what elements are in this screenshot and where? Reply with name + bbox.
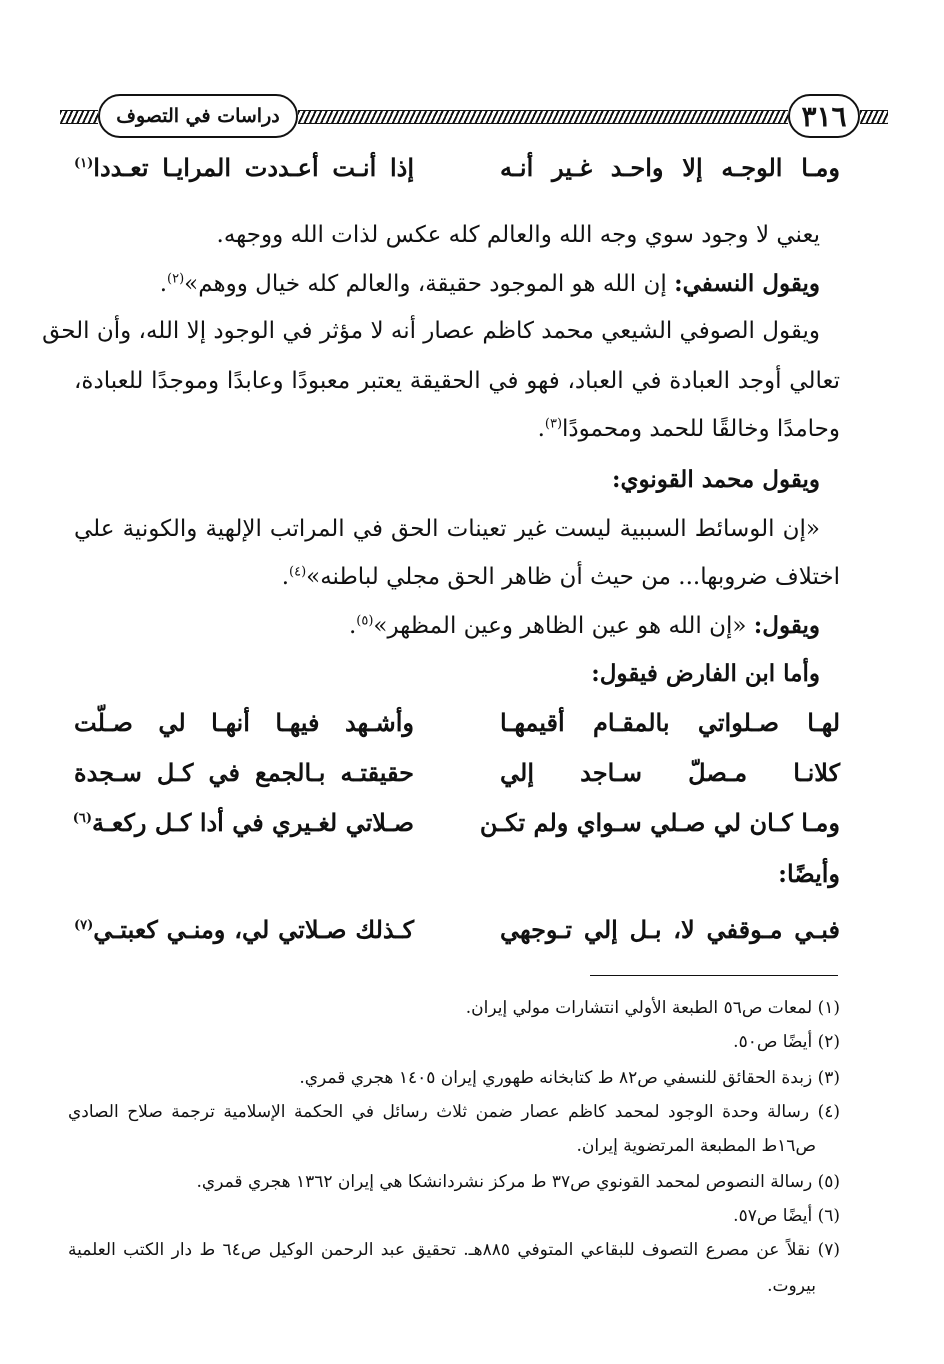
footnote: (٧) نقلاً عن مصرع التصوف للبقاعي المتوفي ٨٨٥هـ. تحقيق عبد الرحمن الوكيل ص٦٤ ط دار الكتب العلمية [68,1240,840,1260]
footnote: (٣) زبدة الحقائق للنسفي ص٨٢ ط كتابخانه طهوري إيران ١٤٠٥ هجري قمري. [299,1068,840,1088]
footnote: (٥) رسالة النصوص لمحمد القونوي ص٣٧ ط مركز نشردانشكا هي إيران ١٣٦٢ هجري قمري. [196,1172,840,1192]
footnote: (٢) أيضًا ص٥٠. [733,1032,840,1052]
footnote-mark: (٤) [289,564,307,580]
verse-left: كـذلك صـلاتي لي، ومنـي كعبتـي$^{(٧)}$ [74,915,414,944]
top-verse-right: ومـا الوجـه إلا واحـد غـير أنـه [500,153,840,182]
verse-left: وأشـهد فيهـا أنهـا لي صـلّت [74,708,414,737]
verse-left: حقيقتـه بـالجمع في كـل سـجدة [74,758,414,787]
qunawi-heading: ويقول محمد القونوي: [612,466,820,493]
header-rope-ornament [860,110,888,124]
footnote-continuation: بيروت. [767,1276,816,1296]
book-title: دراسات في التصوف [98,94,298,138]
ibn-farid-intro: وأما ابن الفارض فيقول: [591,660,820,687]
verse-right: فبـي مـوقفي لا، بـل إلي تـوجهي [500,915,840,944]
header-rope-ornament [298,110,788,124]
paragraph-2: ويقول النسفي: إن الله هو الموجود حقيقة، والعالم كله خيال ووهم»$^{(٢)}$. [159,270,820,297]
verse-right: لهـا صـلواتي بالمقـام أقيمهـا [500,708,840,737]
footnote-continuation: ص١٦ط المطبعة المرتضوية إيران. [576,1136,816,1156]
header-rope-ornament [60,110,98,124]
paragraph-3-line-3: وحامدًا وخالقًا للحمد ومحمودًا$^{(٣)}$. [537,416,840,442]
page-number: ٣١٦ [788,94,860,138]
footnote-mark: (٣) [544,416,563,432]
footnote-separator [590,975,838,976]
page-header [60,86,888,144]
footnote-mark: (٧) [74,918,94,933]
quote-line-2: اختلاف ضروبها... من حيث أن ظاهر الحق مجلي لباطنه»$^{(٤)}$. [281,564,840,590]
quote-line-1: «إن الوسائط السببية ليست غير تعينات الحق في المراتب الإلهية والكونية علي [74,516,820,542]
top-verse-left: إذا أنـت أعـددت المرايـا تعـددا$^{(١)}$ [74,153,414,182]
also-label: وأيضًا: [778,859,840,888]
verse-right: كلانـا مـصلّ سـاجد إلي [500,758,840,787]
footnote-mark: (٢) [167,271,185,287]
verse-right: ومـا كـان لي صـلي سـواي ولم تكـن [479,808,840,837]
footnote-mark: (٥) [356,613,374,629]
footnote: (٤) رسالة وحدة الوجود لمحمد كاظم عصار ضمن ثلاث رسائل في الحكمة الإسلامية ترجمة صلاح الصادي [68,1102,840,1122]
footnote: (١) لمعات ص٥٦ الطبعة الأولي انتشارات مولي إيران. [465,998,840,1018]
paragraph-3-line-1: ويقول الصوفي الشيعي محمد كاظم عصار أنه لا مؤثر في الوجود إلا الله، وأن الحق [42,318,820,344]
footnote-mark: (٦) [72,811,92,826]
paragraph-3-line-2: تعالي أوجد العبادة في العباد، فهو في الحقيقة يعتبر معبودًا وعابدًا وموجدًا للعبادة، [74,368,840,394]
paragraph-1: يعني لا وجود سوي وجه الله والعالم كله عكس لذات الله ووجهه. [216,222,820,248]
footnote: (٦) أيضًا ص٥٧. [733,1206,840,1226]
verse-left: صـلاتي لغـيري في أدا كـل ركعـة$^{(٦)}$ [72,808,414,837]
footnote-mark: (١) [74,156,94,171]
paragraph-5: ويقول: «إن الله هو عين الظاهر وعين المظهر»$^{(٥)}$. [348,612,820,639]
